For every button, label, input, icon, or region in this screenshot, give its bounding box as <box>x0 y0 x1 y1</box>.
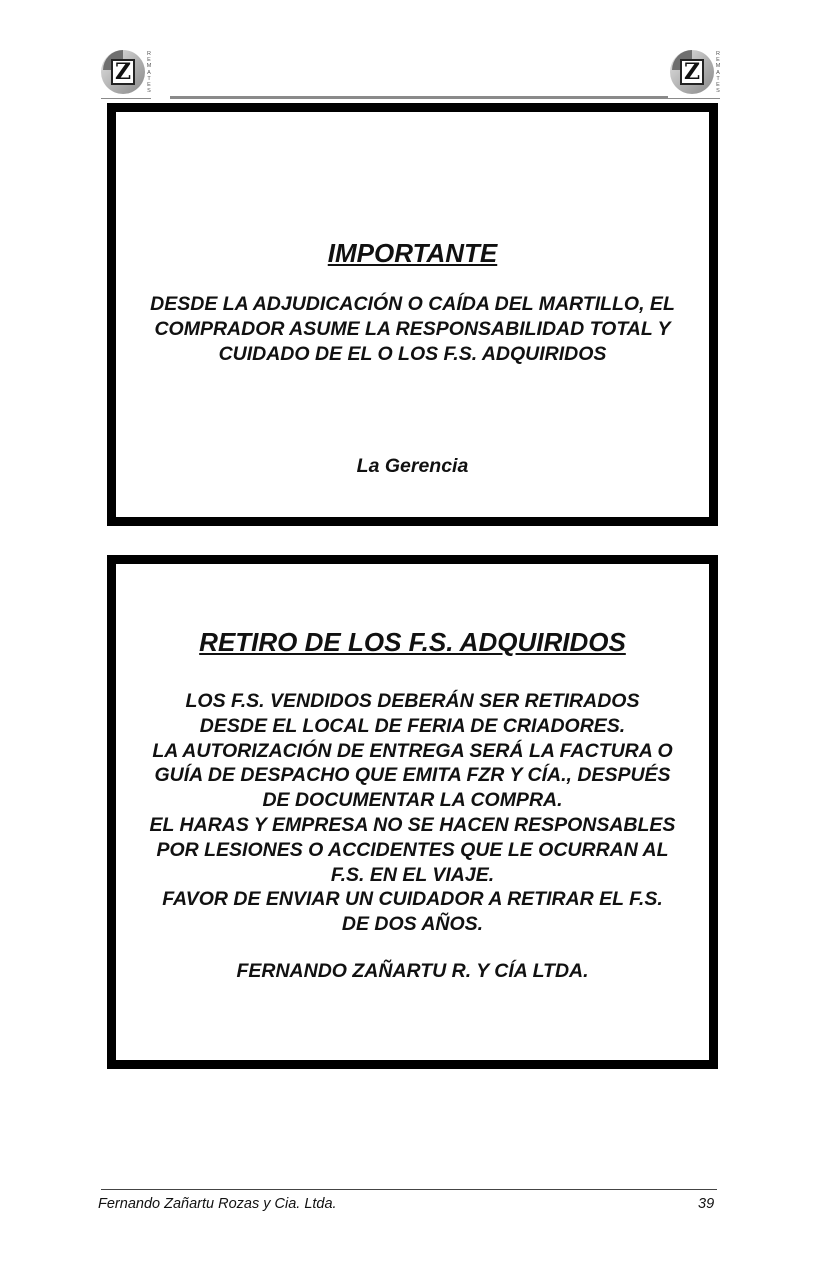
notice-line: FAVOR DE ENVIAR UN CUIDADOR A RETIRAR EL F.S. <box>162 888 663 911</box>
header-divider-left <box>101 98 151 99</box>
header-divider <box>170 96 668 99</box>
notice-line: LOS F.S. VENDIDOS DEBERÁN SER RETIRADOS <box>185 690 640 712</box>
retiro-notice-signature: FERNANDO ZAÑARTU R. Y CÍA LTDA. <box>236 960 589 982</box>
important-notice-box <box>107 103 718 526</box>
notice-line: DE DOS AÑOS. <box>341 913 484 936</box>
notice-line: POR LESIONES O ACCIDENTES QUE LE OCURRAN AL <box>156 838 669 861</box>
notice-line: CUIDADO DE EL O LOS F.S. ADQUIRIDOS <box>218 342 607 365</box>
notice-line: DE DOCUMENTAR LA COMPRA. <box>262 789 563 812</box>
retiro-notice-box <box>107 555 718 1069</box>
notice-line: EL HARAS Y EMPRESA NO SE HACEN RESPONSABLES <box>149 813 676 836</box>
notice-line: F.S. EN EL VIAJE. <box>330 863 495 886</box>
logo-letter: Z <box>680 59 704 85</box>
logo-word: R E M A T E S <box>715 51 721 95</box>
header-divider-right <box>668 98 720 99</box>
retiro-notice-title: RETIRO DE LOS F.S. ADQUIRIDOS <box>199 627 626 657</box>
notice-line: LA AUTORIZACIÓN DE ENTREGA SERÁ LA FACTURA O <box>152 739 673 762</box>
notice-line: DESDE LA ADJUDICACIÓN O CAÍDA DEL MARTILLO, EL <box>150 293 675 315</box>
footer-divider <box>101 1189 717 1190</box>
notice-line: DESDE EL LOCAL DE FERIA DE CRIADORES. <box>199 714 626 737</box>
notice-line: COMPRADOR ASUME LA RESPONSABILIDAD TOTAL Y <box>154 317 671 340</box>
logo-letter: Z <box>111 59 135 85</box>
notice-line: GUÍA DE DESPACHO QUE EMITA FZR Y CÍA., DESPUÉS <box>154 764 671 787</box>
retiro-notice-body <box>116 689 709 937</box>
company-logo-right <box>670 48 722 98</box>
logo-word: R E M A T E S <box>146 51 152 95</box>
page-number: 39 <box>698 1196 715 1212</box>
important-notice-signature: La Gerencia <box>356 455 469 477</box>
important-notice-body <box>116 292 709 366</box>
important-notice-title: IMPORTANTE <box>327 238 498 268</box>
footer-company-name: Fernando Zañartu Rozas y Cia. Ltda. <box>98 1196 337 1212</box>
company-logo-left <box>101 48 153 98</box>
